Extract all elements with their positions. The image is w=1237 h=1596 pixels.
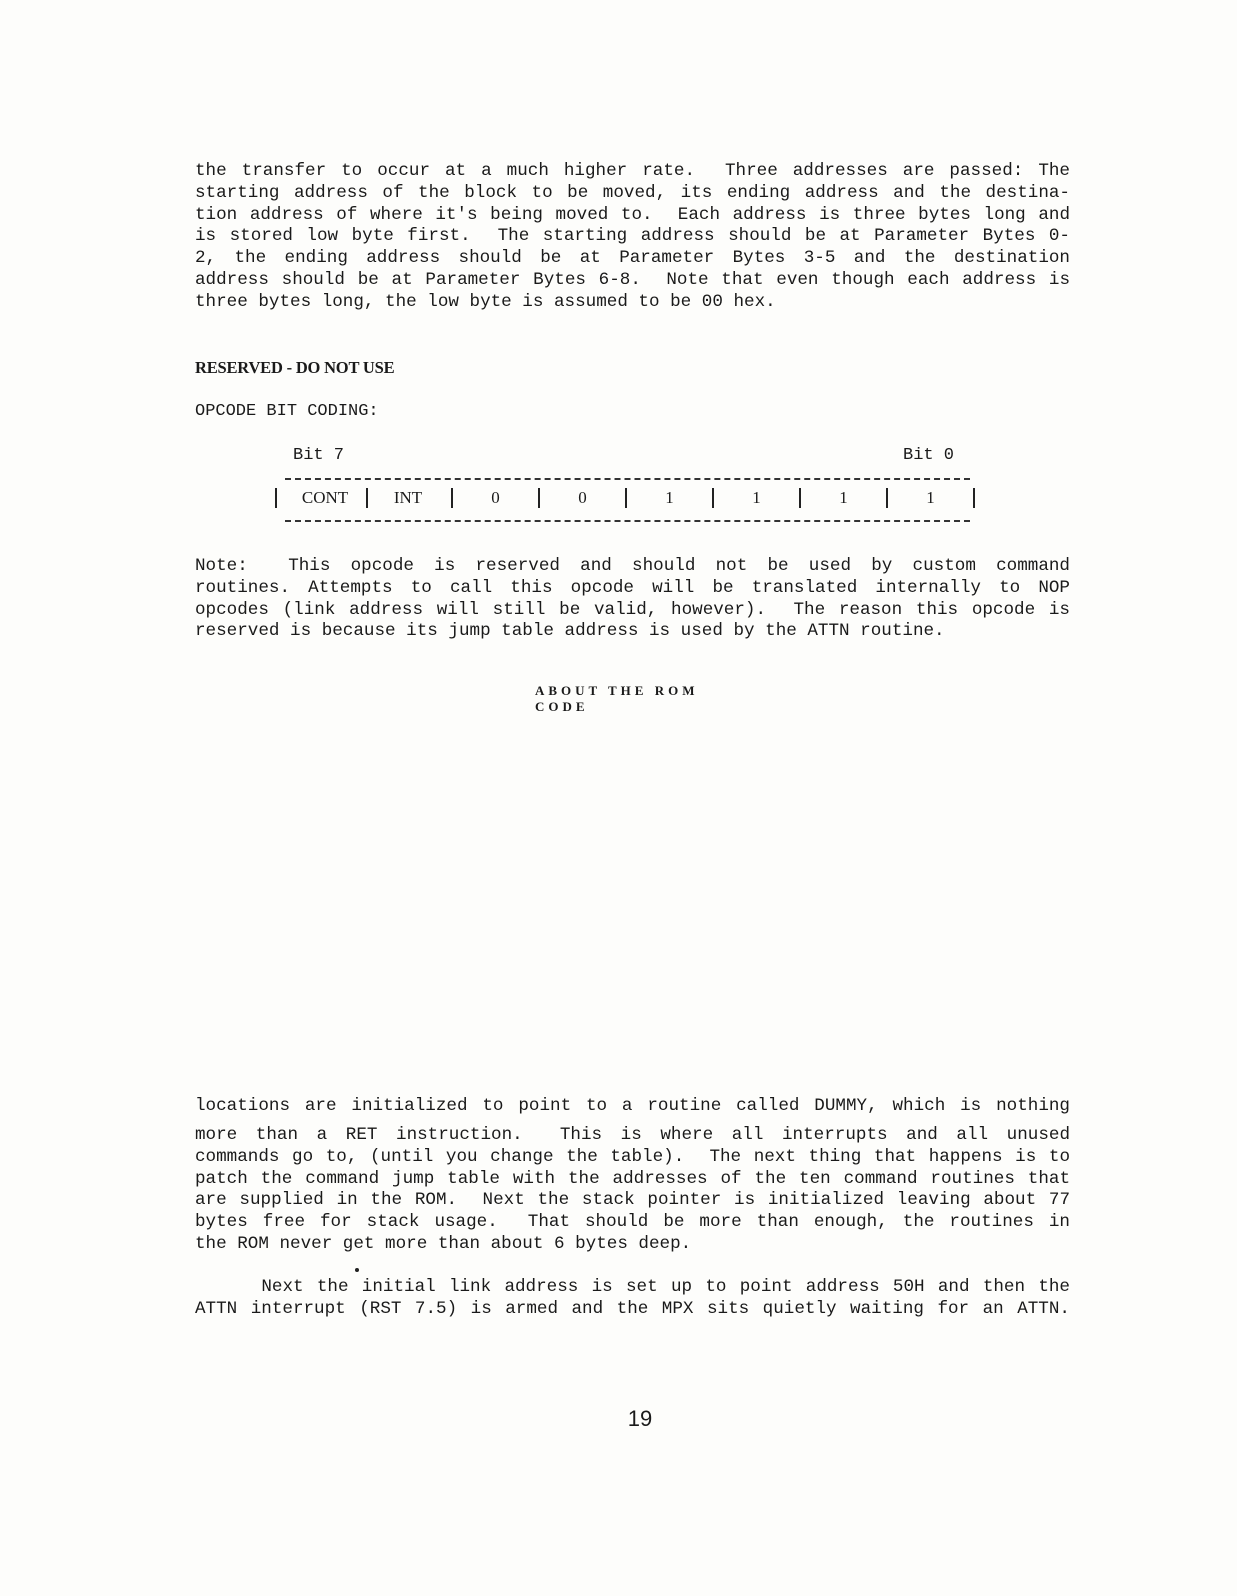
cut-off-line: locations are initialized to point to a routine called DUMMY, which is nothing [195,1096,1070,1116]
stray-mark [355,1268,359,1272]
text-line: reserved is because its jump table address is used by the ATTN routine. [195,621,945,642]
bit-cell: 1 [839,488,848,507]
text-line: tion address of where it's being moved to. Each address is three bytes long and [195,204,1070,225]
cell-divider [973,488,975,508]
note-paragraph [195,556,1070,643]
text-line: starting address of the block to be moved, its ending address and the destina- [195,182,1070,203]
text-line: the transfer to occur at a much higher rate. Three addresses are passed: The [195,161,1070,181]
lower-paragraph [195,1125,1070,1256]
text-line: Note: This opcode is reserved and should not be used by custom command [195,556,1070,576]
text-line: the ROM never get more than about 6 bytes deep. [195,1233,692,1254]
text-line: Next the initial link address is set up to point address 50H and then the [195,1277,1070,1297]
bit-cell: 0 [491,488,500,507]
bit-low-label: Bit 0 [903,446,955,465]
bit-cell: 1 [926,488,935,507]
text-line: patch the command jump table with the addresses of the ten command routines that [195,1168,1070,1189]
divider-bottom [285,520,970,522]
bit-cell: 1 [665,488,674,507]
bit-cell: 1 [752,488,761,507]
cut-off-heading: ABOUT THE ROM CODE [535,683,699,714]
bit-high-label: Bit 7 [293,446,345,465]
final-paragraph [195,1277,1070,1321]
text-line: bytes free for stack usage. That should be more than enough, the routines in [195,1212,1070,1233]
bit-cell: 0 [578,488,587,507]
text-line: three bytes long, the low byte is assumed to be 00 hex. [195,291,776,312]
text-line: are supplied in the ROM. Next the stack pointer is initialized leaving about 77 [195,1190,1070,1211]
text-line: more than a RET instruction. This is where all interrupts and all unused [195,1125,1070,1145]
bit-cell: CONT [301,488,349,507]
text-line: commands go to, (until you change the table). The next thing that happens is to [195,1146,1070,1167]
text-line: 2, the ending address should be at Parameter Bytes 3-5 and the destination [195,248,1070,269]
opcode-label: OPCODE BIT CODING: [195,402,379,421]
divider-top [285,478,970,480]
bit-cell: INT [393,488,423,507]
section-heading: RESERVED - DO NOT USE [195,358,395,377]
cell-divider [275,488,277,508]
text-line: ATTN interrupt (RST 7.5) is armed and the MPX sits quietly waiting for an ATTN. [195,1298,1070,1319]
text-line: opcodes (link address will still be valid, however). The reason this opcode is [195,599,1070,620]
text-line: address should be at Parameter Bytes 6-8. Note that even though each address is [195,269,1070,290]
bit-coding-row [270,488,985,512]
text-line: routines. Attempts to call this opcode will be translated internally to NOP [195,577,1070,598]
top-paragraph [195,161,1070,314]
page-number: 19 [627,1406,653,1431]
text-line: is stored low byte first. The starting address should be at Parameter Bytes 0- [195,226,1070,247]
